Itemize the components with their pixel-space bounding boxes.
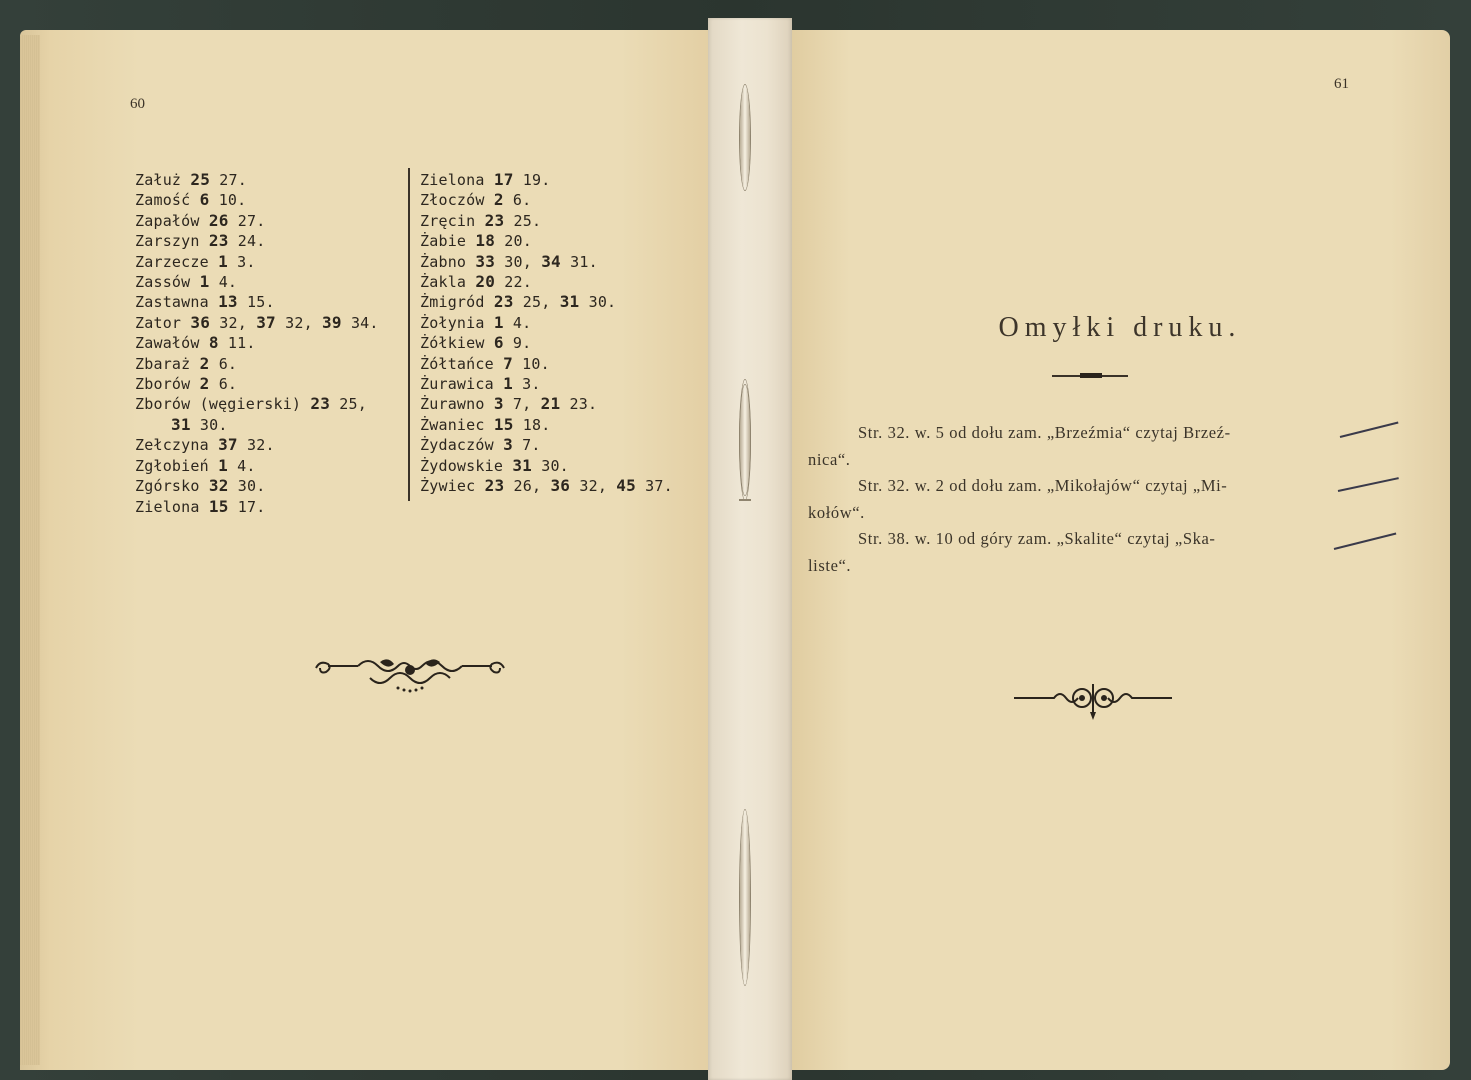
index-column-right: [420, 170, 673, 497]
errata-line-continuation: kołów“.: [808, 502, 865, 522]
title-rule-ornament: [1080, 373, 1102, 378]
place-name: Zapałów: [135, 211, 209, 230]
index-column-left: [135, 170, 379, 517]
place-name: Zręcin: [420, 211, 485, 230]
page-reference: 32.: [237, 436, 275, 455]
page-reference: 20.: [495, 232, 532, 251]
section-number: 8: [208, 333, 219, 353]
section-number: 3: [503, 435, 513, 455]
place-name: Żabie: [420, 232, 476, 251]
section-number: 13: [218, 292, 238, 312]
page-reference: 4.: [209, 273, 238, 292]
section-number: 33: [475, 251, 496, 271]
page-number-right: 61: [1334, 76, 1349, 92]
index-entry: [135, 190, 379, 210]
section-number: 23: [493, 292, 514, 312]
place-name: Żwaniec: [420, 415, 494, 434]
errata-line: Str. 32. w. 5 od dołu zam. „Brzeźmia“ czytaj Brzeź-: [858, 423, 1231, 442]
index-entry: [135, 497, 379, 517]
errata-list: [808, 420, 1368, 579]
section-number: 17: [493, 170, 514, 189]
page-reference: 6.: [503, 191, 532, 210]
section-number: 2: [493, 190, 504, 210]
section-number: 15: [208, 496, 229, 516]
place-name: Żółkiew: [420, 334, 494, 353]
section-number: 20: [475, 272, 496, 292]
place-name: Żakla: [420, 273, 476, 292]
section-number: 37: [218, 435, 238, 455]
section-number: 1: [218, 251, 228, 271]
errata-line: Str. 32. w. 2 od dołu zam. „Mikołajów“ czytaj „Mi-: [858, 476, 1228, 495]
index-entry: [420, 170, 673, 190]
place-name: Zarszyn: [135, 232, 209, 251]
section-number: 23: [484, 210, 505, 230]
index-entry: [135, 415, 379, 435]
index-entry: [420, 456, 673, 476]
page-reference: 6.: [209, 375, 238, 394]
section-number: 15: [493, 414, 514, 434]
index-entry: [420, 415, 673, 435]
page-edges: [20, 35, 40, 1065]
errata-line-continuation: liste“.: [808, 555, 852, 575]
index-entry: [420, 292, 673, 312]
place-name: Zastawna: [135, 293, 219, 312]
index-entry: [420, 435, 673, 455]
section-number: 21: [540, 394, 561, 414]
place-name: Żołynia: [420, 313, 494, 332]
section-number: 23: [208, 231, 229, 251]
place-name: Zgłobień: [135, 456, 219, 475]
page-reference: 25.: [504, 211, 542, 230]
section-number: 36: [550, 476, 571, 496]
page-reference: 9.: [503, 334, 532, 353]
page-reference: 19.: [513, 171, 551, 189]
index-entry: [135, 394, 379, 414]
page-reference: 30,: [495, 252, 542, 271]
section-number: 31: [171, 414, 191, 434]
section-number: 2: [199, 353, 210, 373]
section-number: 1: [199, 272, 210, 292]
section-number: 7: [503, 353, 513, 373]
page-reference: 30.: [228, 477, 266, 496]
page-reference: 23.: [560, 395, 598, 414]
errata-line: Str. 38. w. 10 od góry zam. „Skalite“ czytaj „Ska-: [858, 529, 1216, 548]
index-entry: [135, 333, 379, 353]
section-number: 6: [493, 333, 504, 353]
place-name: Załuż: [135, 171, 191, 189]
page-reference: 27.: [228, 211, 266, 230]
errata-line-continuation: nica“.: [808, 449, 851, 469]
place-name: Żółtańce: [420, 354, 504, 373]
index-entry: [420, 272, 673, 292]
index-entry: [420, 211, 673, 231]
page-reference: 25,: [330, 395, 367, 414]
place-name: Zamość: [135, 191, 200, 210]
page-reference: 11.: [218, 334, 256, 353]
page-title: Omyłki druku.: [998, 312, 1242, 343]
scroll-ornament-icon: [1012, 678, 1174, 722]
place-name: Żabno: [420, 252, 476, 271]
index-entry: [135, 374, 379, 394]
place-name: Zełczyna: [135, 436, 219, 455]
page-reference: 24.: [228, 232, 266, 251]
page-reference: 18.: [513, 415, 551, 434]
index-entry: [135, 211, 379, 231]
page-reference: 17.: [228, 497, 266, 516]
place-name: Zassów: [135, 273, 200, 292]
page-reference: 10.: [512, 354, 550, 373]
page-reference: 6.: [209, 354, 238, 373]
section-number: 31: [559, 292, 580, 312]
section-number: 36: [190, 312, 211, 332]
place-name: Złoczów: [420, 191, 494, 210]
page-reference: 7,: [503, 395, 541, 414]
index-entry: [135, 456, 379, 476]
page-reference: 34.: [341, 313, 379, 332]
page-reference: 32,: [570, 477, 617, 496]
section-number: 32: [208, 476, 229, 496]
page-number-left: 60: [130, 96, 145, 112]
page-reference: 10.: [209, 191, 247, 210]
section-number: 26: [208, 210, 229, 230]
page-reference: 25,: [513, 293, 560, 312]
place-name: Zgórsko: [135, 477, 209, 496]
index-entry: [420, 354, 673, 374]
section-number: 18: [475, 231, 496, 251]
section-number: 2: [199, 374, 210, 394]
page-reference: 30.: [531, 456, 569, 475]
section-number: 1: [218, 455, 228, 475]
section-number: 37: [256, 312, 276, 332]
page-reference: 4.: [503, 313, 532, 332]
page-reference: 37.: [635, 477, 673, 496]
place-name: Zator: [135, 313, 191, 332]
index-entry: [420, 333, 673, 353]
section-number: 23: [484, 476, 505, 496]
place-name: Zielona: [420, 171, 494, 189]
section-number: 25: [190, 170, 211, 189]
binding-stitch: [740, 385, 750, 495]
page-reference: 30.: [579, 293, 617, 312]
place-name: Zborów (węgierski): [135, 395, 311, 414]
binding-stitch: [740, 810, 750, 985]
spine-tape: [708, 18, 792, 1080]
section-number: 39: [322, 312, 342, 332]
place-name: Zielona: [135, 497, 209, 516]
page-reference: 4.: [227, 456, 256, 475]
index-entry: [135, 170, 379, 190]
page-reference: 22.: [495, 273, 532, 292]
index-entry: [135, 252, 379, 272]
index-entry: [135, 313, 379, 333]
page-reference: 31.: [560, 252, 598, 271]
index-entry: [135, 231, 379, 251]
page-reference: 3.: [512, 375, 541, 394]
index-entry: [420, 231, 673, 251]
section-number: 1: [493, 312, 504, 332]
section-number: 1: [503, 374, 513, 394]
page-reference: 32,: [275, 313, 323, 332]
place-name: Żydaczów: [420, 436, 504, 455]
index-entry: [135, 435, 379, 455]
place-name: Żurawno: [420, 395, 494, 414]
index-entry: [420, 252, 673, 272]
page-reference: 26,: [504, 477, 551, 496]
index-entry: [135, 354, 379, 374]
place-name: Zborów: [135, 375, 200, 394]
scroll-ornament-icon: [310, 648, 510, 696]
page-reference: 15.: [237, 293, 275, 312]
index-entry: [420, 374, 673, 394]
column-divider: [408, 168, 410, 501]
index-entry: [420, 190, 673, 210]
page-reference: 27.: [210, 171, 247, 189]
section-number: 6: [199, 190, 210, 210]
place-name: Zbaraż: [135, 354, 200, 373]
page-reference: 3.: [227, 252, 256, 271]
section-number: 34: [541, 251, 561, 271]
place-name: Zawałów: [135, 334, 209, 353]
section-number: 45: [616, 476, 636, 496]
place-name: Zarzecze: [135, 252, 219, 271]
place-name: Żywiec: [420, 477, 485, 496]
place-name: Żydowskie: [420, 456, 513, 475]
binding-stitch: [740, 85, 750, 190]
page-reference: 7.: [512, 436, 541, 455]
place-name: Żurawica: [420, 375, 504, 394]
index-entry: [420, 476, 673, 496]
page-reference: 30.: [190, 415, 228, 434]
page-reference: 32,: [210, 313, 257, 332]
index-entry: [135, 476, 379, 496]
index-entry: [135, 272, 379, 292]
index-entry: [420, 313, 673, 333]
section-number: 3: [493, 394, 504, 414]
index-entry: [135, 292, 379, 312]
index-entry: [420, 394, 673, 414]
section-number: 31: [512, 455, 532, 475]
place-name: Żmigród: [420, 293, 494, 312]
section-number: 23: [310, 394, 331, 414]
